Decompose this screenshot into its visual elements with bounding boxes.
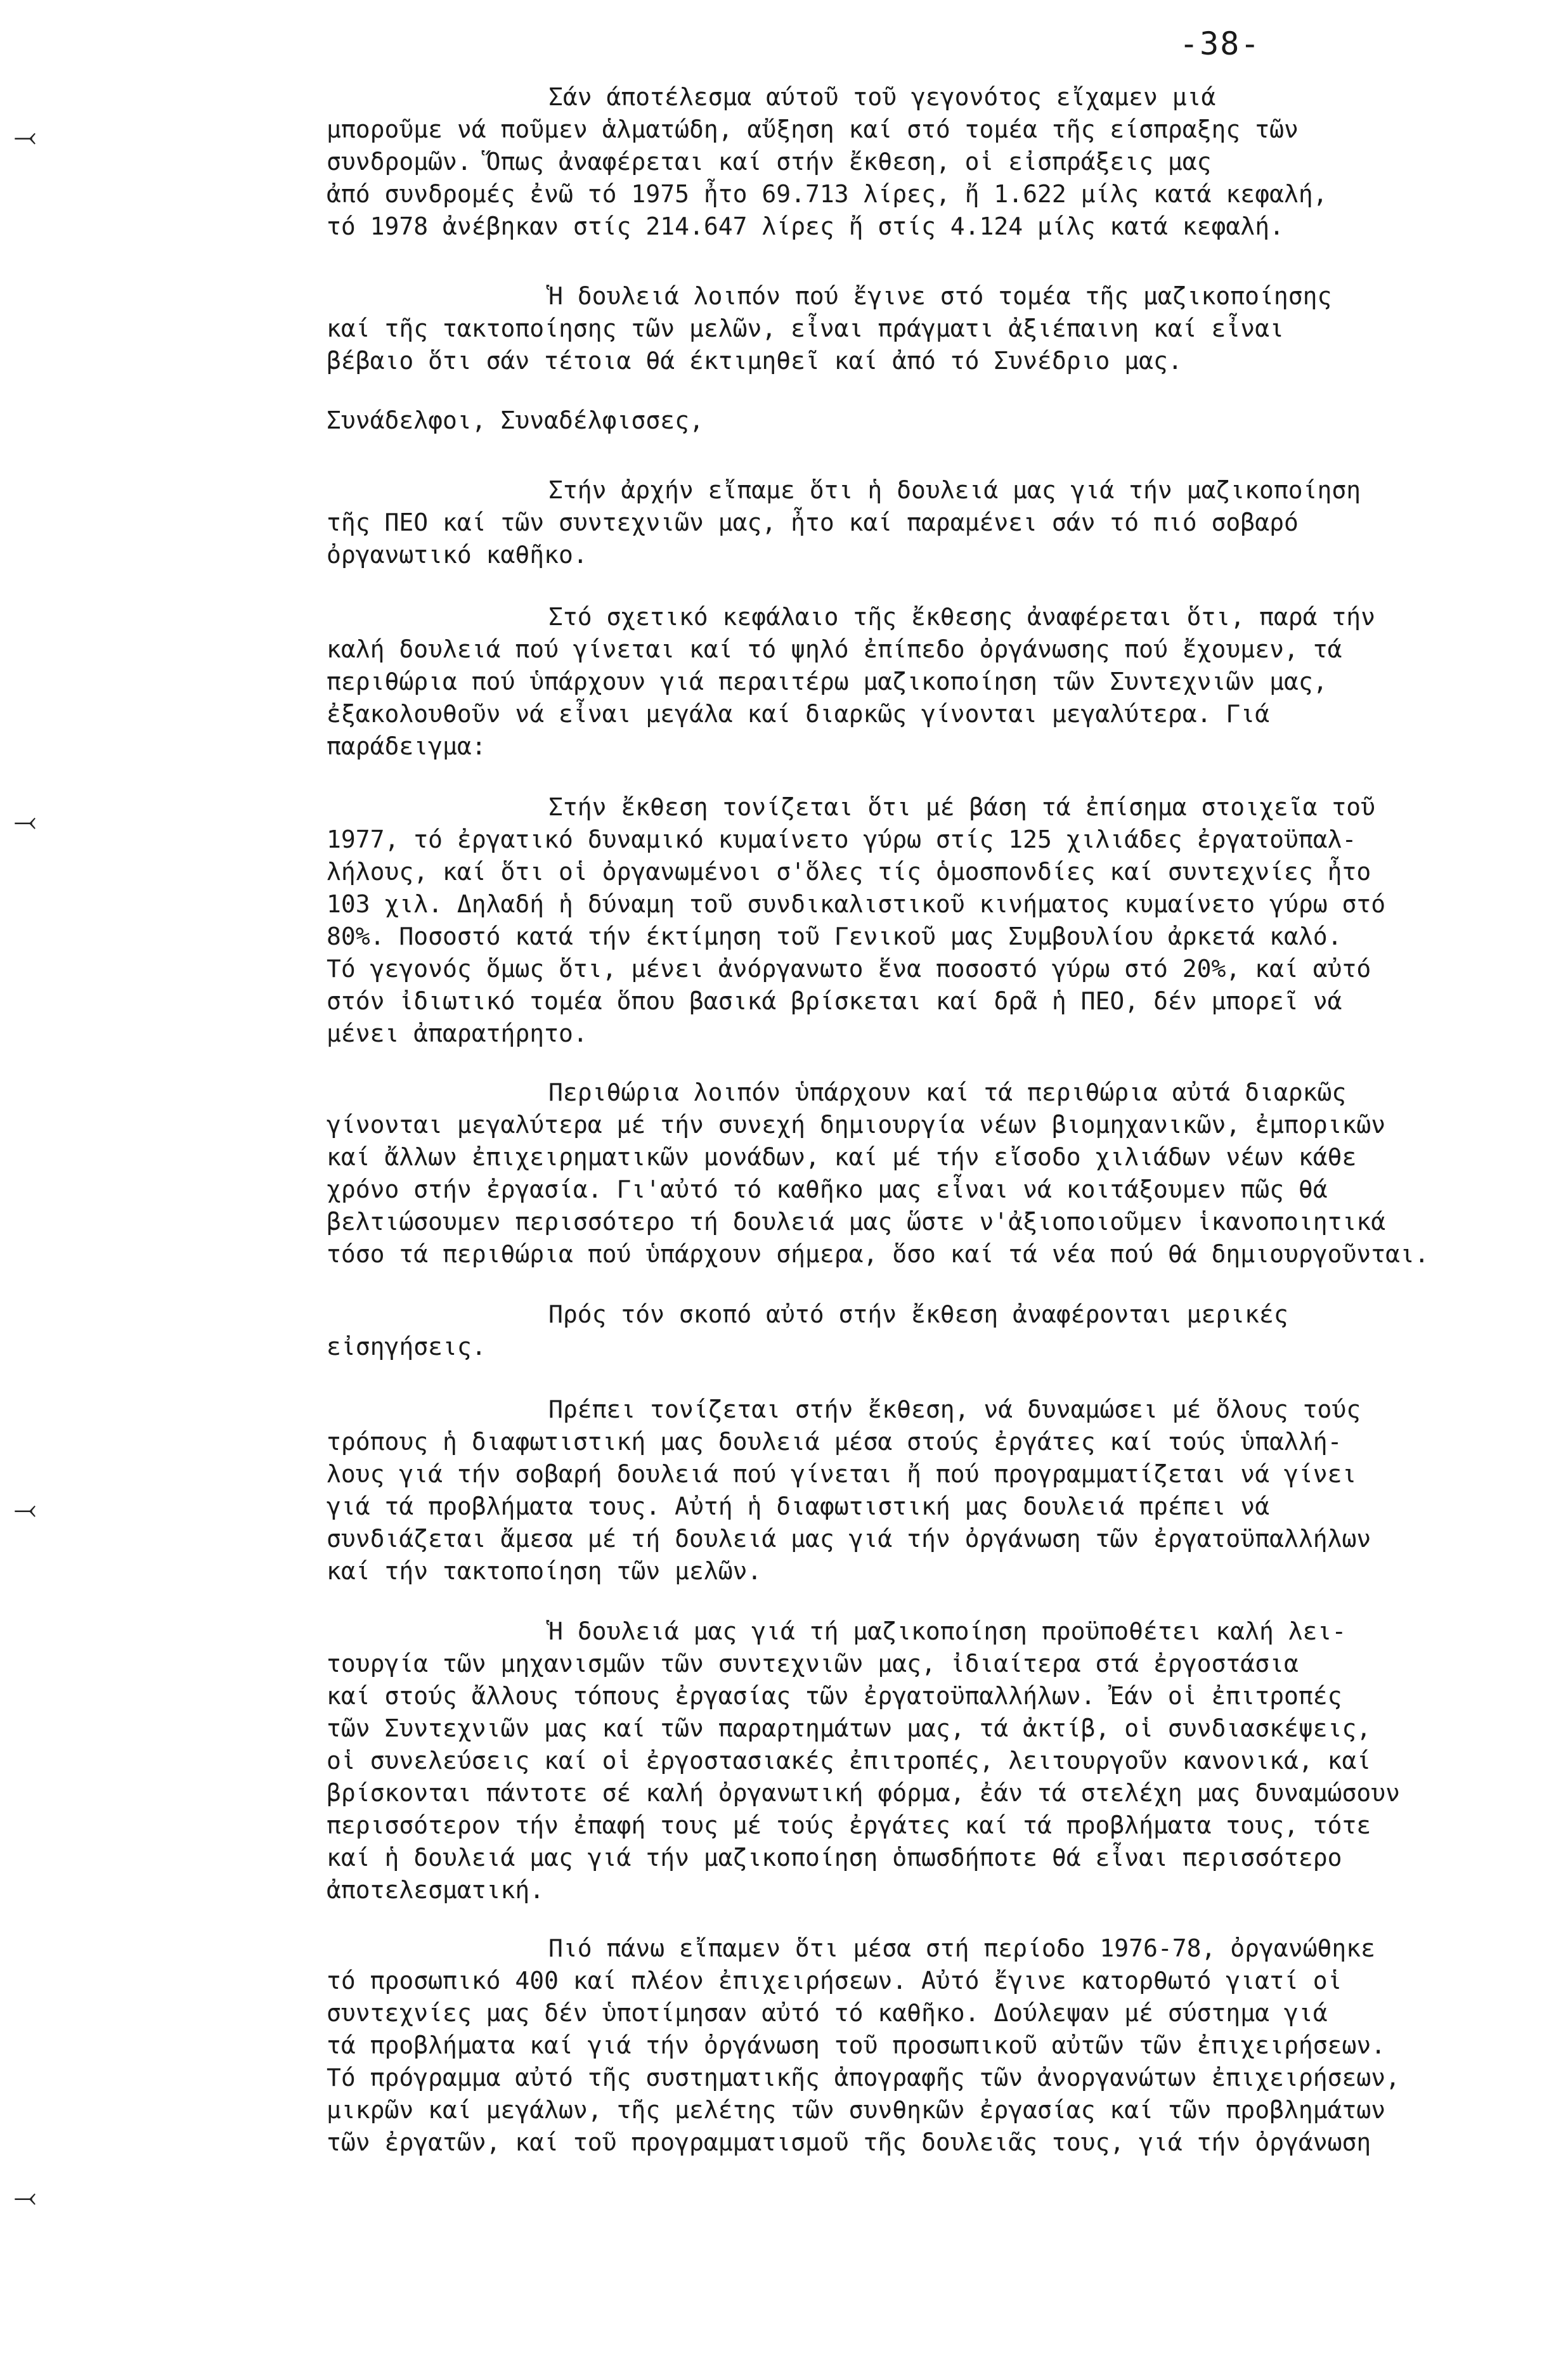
text-line: Στήν ἀρχήν εἴπαμε ὅτι ἡ δουλειά μας γιά τήν μαζικοποίηση: [548, 476, 1361, 504]
paragraph: [327, 1077, 1512, 1271]
text-line: Στό σχετικό κεφάλαιο τῆς ἔκθεσης ἀναφέρεται ὅτι, παρά τήν: [548, 603, 1376, 631]
text-line: Περιθώρια λοιπόν ὑπάρχουν καί τά περιθώρια αὐτά διαρκῶς: [548, 1078, 1347, 1106]
text-line: μικρῶν καί μεγάλων, τῆς μελέτης τῶν συνθηκῶν ἐργασίας καί τῶν προβλημάτων: [327, 2096, 1386, 2124]
text-line: Σάν άποτέλεσμα αύτοῦ τοῦ γεγονότος εἴχαμεν μιά: [548, 83, 1216, 111]
margin-mark: ⤙: [14, 2181, 37, 2213]
text-line: γίνονται μεγαλύτερα μέ τήν συνεχή δημιουργία νέων βιομηχανικῶν, ἐμπορικῶν: [327, 1111, 1386, 1139]
text-line: 1977, τό ἐργατικό δυναμικό κυμαίνετο γύρω στίς 125 χιλιάδες ἐργατοϋπαλ-: [327, 825, 1357, 853]
text-line: λους γιά τήν σοβαρή δουλειά πού γίνεται ἤ πού προγραμματίζεται νά γίνει: [327, 1460, 1357, 1488]
margin-mark: ⤙: [14, 120, 37, 153]
text-line: βελτιώσουμεν περισσότερο τή δουλειά μας ὥστε ν'ἀξιοποιοῦμεν ἱκανοποιητικά: [327, 1208, 1386, 1236]
text-line: καί τῆς τακτοποίησης τῶν μελῶν, εἶναι πράγματι ἀξιέπαινη καί εἶναι: [327, 314, 1284, 342]
text-line: εἰσηγήσεις.: [327, 1333, 486, 1361]
page-number: -38-: [1179, 25, 1261, 62]
paragraph: [327, 1932, 1512, 2159]
text-line: παράδειγμα:: [327, 732, 486, 760]
text-line: τόσο τά περιθώρια πού ὑπάρχουν σήμερα, ὅσο καί τά νέα πού θά δημιουργοῦνται.: [327, 1240, 1429, 1268]
text-line: Τό πρόγραμμα αὐτό τῆς συστηματικῆς ἀπογραφῆς τῶν ἀνοργανώτων ἐπιχειρήσεων,: [327, 2064, 1400, 2092]
text-line: τά προβλήματα καί γιά τήν ὀργάνωση τοῦ προσωπικοῦ αὐτῶν τῶν ἐπιχειρήσεων.: [327, 2031, 1386, 2059]
text-line: συνδιάζεται ἄμεσα μέ τή δουλειά μας γιά τήν ὀργάνωση τῶν ἐργατοϋπαλλήλων: [327, 1525, 1371, 1553]
text-line: τῶν ἐργατῶν, καί τοῦ προγραμματισμοῦ τῆς δουλειᾶς τους, γιά τήν ὀργάνωση: [327, 2128, 1371, 2156]
text-line: βρίσκονται πάντοτε σέ καλή ὀργανωτική φόρμα, ἐάν τά στελέχη μας δυναμώσουν: [327, 1779, 1400, 1807]
margin-mark: ⤙: [14, 1493, 37, 1525]
text-line: τρόπους ἡ διαφωτιστική μας δουλειά μέσα στούς ἐργάτες καί τούς ὑπαλλή-: [327, 1428, 1342, 1456]
paragraph: [327, 601, 1512, 763]
text-line: χρόνο στήν ἐργασία. Γι'αὐτό τό καθῆκο μας εἶναι νά κοιτάξουμεν πῶς θά: [327, 1175, 1328, 1203]
text-line: 80%. Ποσοστό κατά τήν έκτίμηση τοῦ Γενικοῦ μας Συμβουλίου ἀρκετά καλό.: [327, 922, 1342, 950]
text-line: περισσότερον τήν ἐπαφή τους μέ τούς ἐργάτες καί τά προβλήματα τους, τότε: [327, 1811, 1371, 1839]
paragraph: [327, 1394, 1512, 1588]
paragraph: [327, 1615, 1512, 1906]
text-line: Ἡ δουλειά μας γιά τή μαζικοποίηση προϋποθέτει καλή λει-: [548, 1617, 1347, 1645]
paragraph: [327, 474, 1512, 571]
text-line: συνδρομῶν. Ὅπως ἀναφέρεται καί στήν ἔκθεση, οἱ εἰσπράξεις μας: [327, 148, 1212, 176]
text-line: τῶν Συντεχνιῶν μας καί τῶν παραρτημάτων μας, τά ἀκτίβ, οἱ συνδιασκέψεις,: [327, 1714, 1371, 1742]
text-line: καλή δουλειά πού γίνεται καί τό ψηλό ἐπίπεδο ὀργάνωσης πού ἔχουμεν, τά: [327, 635, 1342, 663]
text-line: Στήν ἔκθεση τονίζεται ὅτι μέ βάση τά ἐπίσημα στοιχεῖα τοῦ: [548, 793, 1376, 821]
text-line: τῆς ΠΕΟ καί τῶν συντεχνιῶν μας, ἦτο καί παραμένει σάν τό πιό σοβαρό: [327, 508, 1299, 536]
paragraph: [327, 81, 1512, 243]
margin-mark: ⤙: [14, 805, 37, 838]
text-line: περιθώρια πού ὑπάρχουν γιά περαιτέρω μαζικοποίηση τῶν Συντεχνιῶν μας,: [327, 668, 1328, 695]
text-line: Πρός τόν σκοπό αὐτό στήν ἔκθεση ἀναφέρονται μερικές: [548, 1300, 1288, 1328]
text-line: ὀργανωτικό καθῆκο.: [327, 541, 588, 569]
text-line: τό 1978 ἀνέβηκαν στίς 214.647 λίρες ἤ στίς 4.124 μίλς κατά κεφαλή.: [327, 212, 1284, 240]
text-line: ἀποτελεσματική.: [327, 1876, 545, 1904]
text-line: ἐξακολουθοῦν νά εἶναι μεγάλα καί διαρκῶς γίνονται μεγαλύτερα. Γιά: [327, 700, 1270, 728]
text-line: καί τήν τακτοποίηση τῶν μελῶν.: [327, 1557, 762, 1585]
text-line: Πιό πάνω εἴπαμεν ὅτι μέσα στή περίοδο 1976-78, ὀργανώθηκε: [548, 1934, 1376, 1962]
text-line: Ἡ δουλειά λοιπόν πού ἔγινε στό τομέα τῆς μαζικοποίησης: [548, 282, 1332, 310]
text-line: συντεχνίες μας δέν ὑποτίμησαν αὐτό τό καθῆκο. Δούλεψαν μέ σύστημα γιά: [327, 1999, 1328, 2027]
text-line: 103 χιλ. Δηλαδή ἡ δύναμη τοῦ συνδικαλιστικοῦ κινήματος κυμαίνετο γύρω στό: [327, 890, 1386, 918]
text-line: καί ἡ δουλειά μας γιά τήν μαζικοποίηση ὁπωσδήποτε θά εἶναι περισσότερο: [327, 1844, 1342, 1872]
text-line: τό προσωπικό 400 καί πλέον ἐπιχειρήσεων. Αὐτό ἔγινε κατορθωτό γιατί οἱ: [327, 1967, 1342, 1995]
paragraph: [327, 280, 1512, 377]
salutation: [327, 404, 1512, 437]
text-line: τουργία τῶν μηχανισμῶν τῶν συντεχνιῶν μας, ἰδιαίτερα στά ἐργοστάσια: [327, 1650, 1299, 1678]
text-line: γιά τά προβλήματα τους. Αὐτή ἡ διαφωτιστική μας δουλειά πρέπει νά: [327, 1492, 1270, 1520]
text-line: λήλους, καί ὅτι οἱ ὀργανωμένοι σ'ὅλες τίς ὁμοσπονδίες καί συντεχνίες ἦτο: [327, 858, 1371, 886]
text-line: Τό γεγονός ὅμως ὅτι, μένει ἀνόργανωτο ἕνα ποσοστό γύρω στό 20%, καί αὐτό: [327, 955, 1371, 983]
text-line: ἀπό συνδρομές ἐνῶ τό 1975 ἦτο 69.713 λίρες, ἤ 1.622 μίλς κατά κεφαλή,: [327, 180, 1328, 208]
text-line: στόν ἰδιωτικό τομέα ὅπου βασικά βρίσκεται καί δρᾶ ἡ ΠΕΟ, δέν μπορεῖ νά: [327, 987, 1342, 1015]
text-line: μποροῦμε νά ποῦμεν ἁλματώδη, αὔξηση καί στό τομέα τῆς είσπραξης τῶν: [327, 115, 1299, 143]
text-line: οἱ συνελεύσεις καί οἱ ἐργοστασιακές ἐπιτροπές, λειτουργοῦν κανονικά, καί: [327, 1747, 1371, 1775]
text-line: Πρέπει τονίζεται στήν ἔκθεση, νά δυναμώσει μέ ὅλους τούς: [548, 1395, 1361, 1423]
paragraph: [327, 1298, 1512, 1363]
text-line: καί ἄλλων ἐπιχειρηματικῶν μονάδων, καί μέ τήν εἴσοδο χιλιάδων νέων κάθε: [327, 1143, 1357, 1171]
text-line: Συνάδελφοι, Συναδέλφισσες,: [327, 406, 704, 434]
text-line: βέβαιο ὅτι σάν τέτοια θά έκτιμηθεῖ καί ἀπό τό Συνέδριο μας.: [327, 347, 1182, 375]
text-line: μένει ἀπαρατήρητο.: [327, 1019, 588, 1047]
text-line: καί στούς ἄλλους τόπους ἐργασίας τῶν ἐργατοϋπαλλήλων. Ἐάν οἱ ἐπιτροπές: [327, 1682, 1342, 1710]
paragraph: [327, 791, 1512, 1050]
